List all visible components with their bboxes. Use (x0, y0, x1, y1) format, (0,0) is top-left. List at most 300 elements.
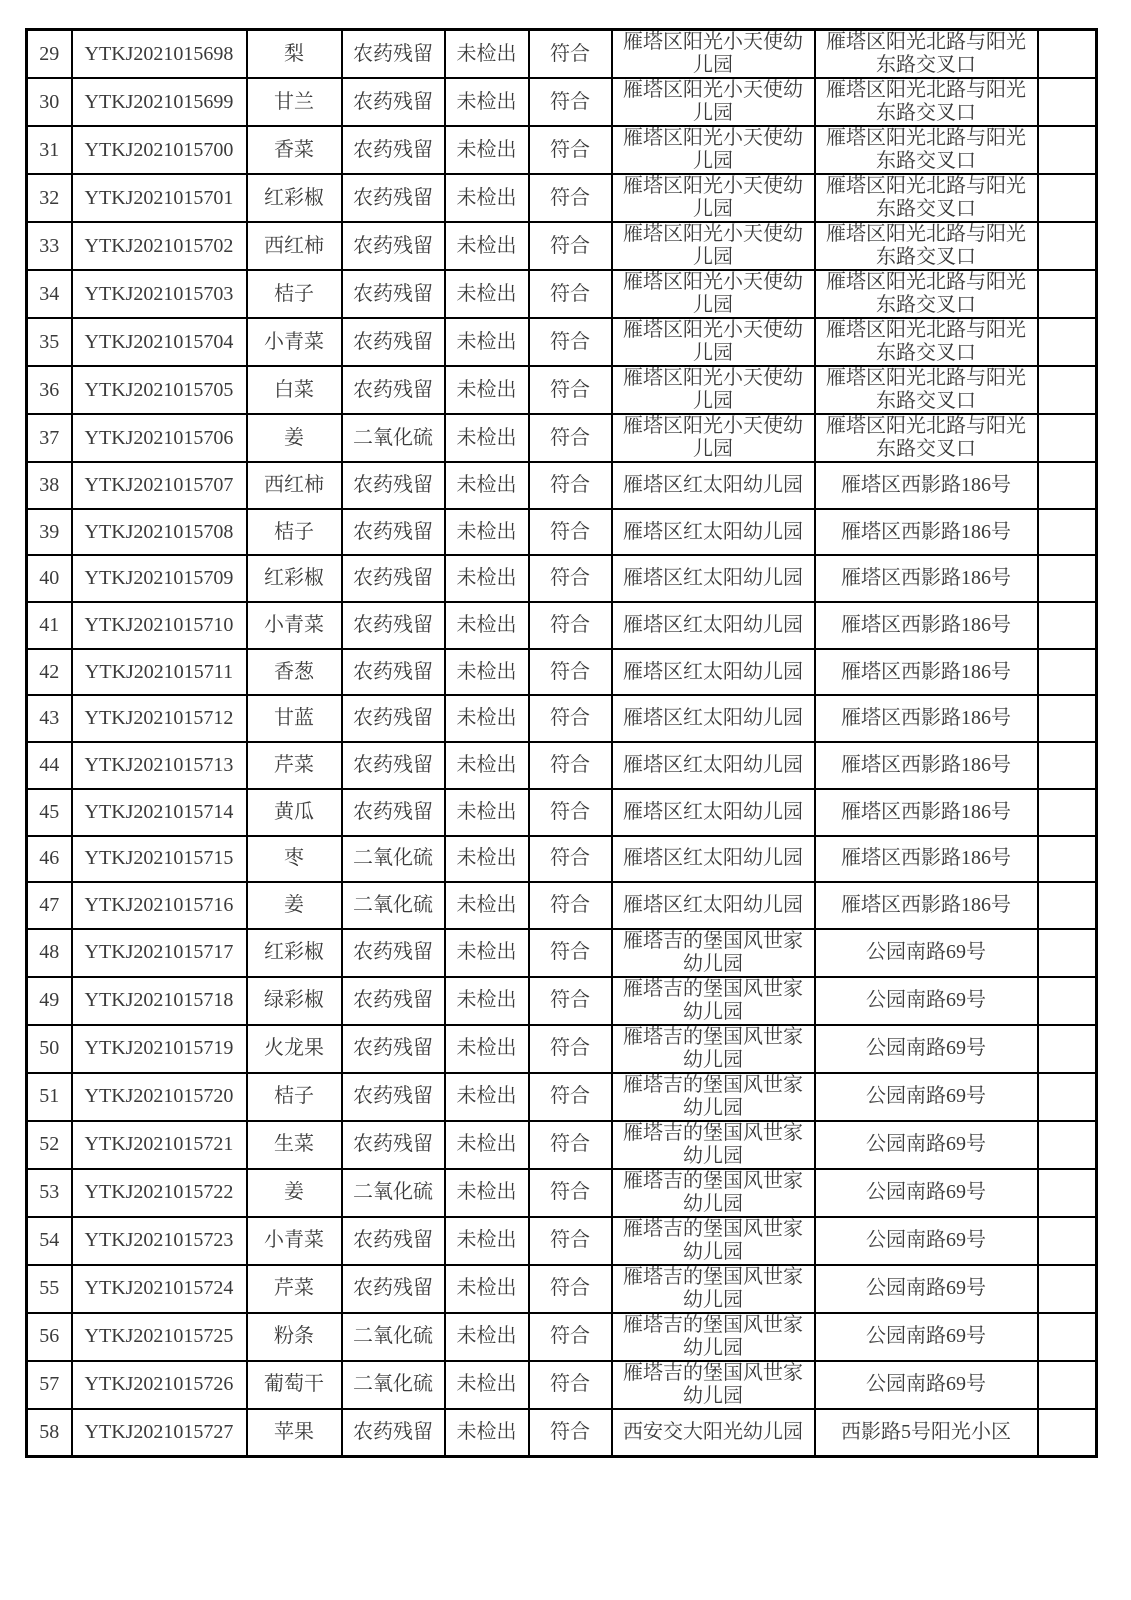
cell-test-result: 未检出 (445, 78, 529, 126)
table-row (27, 1361, 1097, 1409)
cell-conclusion: 符合 (529, 836, 612, 883)
cell-note (1038, 977, 1097, 1025)
cell-test-result: 未检出 (445, 318, 529, 366)
cell-sampling-site: 雁塔区红太阳幼儿园 (612, 789, 815, 836)
cell-sampling-site: 雁塔区红太阳幼儿园 (612, 462, 815, 509)
cell-note (1038, 1361, 1097, 1409)
cell-sample-name: 生菜 (247, 1121, 342, 1169)
table-row (27, 509, 1097, 556)
cell-sampling-site: 雁塔区阳光小天使幼儿园 (612, 318, 815, 366)
cell-sample-id: YTKJ2021015721 (72, 1121, 247, 1169)
cell-note (1038, 414, 1097, 462)
cell-sample-name: 姜 (247, 414, 342, 462)
cell-sampling-site: 雁塔吉的堡国风世家幼儿园 (612, 1265, 815, 1313)
cell-note (1038, 1025, 1097, 1073)
cell-test-result: 未检出 (445, 222, 529, 270)
cell-test-item: 二氧化硫 (342, 1169, 445, 1217)
table-row (27, 462, 1097, 509)
cell-sampling-site: 雁塔吉的堡国风世家幼儿园 (612, 977, 815, 1025)
table-row (27, 414, 1097, 462)
cell-sample-name: 桔子 (247, 270, 342, 318)
cell-test-result: 未检出 (445, 977, 529, 1025)
cell-site-address: 公园南路69号 (815, 1265, 1038, 1313)
cell-test-item: 农药残留 (342, 126, 445, 174)
cell-sample-name: 黄瓜 (247, 789, 342, 836)
cell-row-number: 46 (27, 836, 72, 883)
cell-conclusion: 符合 (529, 929, 612, 977)
cell-row-number: 43 (27, 695, 72, 742)
table-row (27, 366, 1097, 414)
cell-test-result: 未检出 (445, 836, 529, 883)
cell-site-address: 公园南路69号 (815, 929, 1038, 977)
cell-note (1038, 555, 1097, 602)
cell-conclusion: 符合 (529, 695, 612, 742)
cell-test-result: 未检出 (445, 1361, 529, 1409)
cell-test-result: 未检出 (445, 1265, 529, 1313)
table-row (27, 1265, 1097, 1313)
cell-test-item: 农药残留 (342, 977, 445, 1025)
cell-sample-name: 粉条 (247, 1313, 342, 1361)
table-row (27, 649, 1097, 696)
cell-test-result: 未检出 (445, 742, 529, 789)
cell-sample-name: 小青菜 (247, 1217, 342, 1265)
table-row (27, 126, 1097, 174)
cell-row-number: 44 (27, 742, 72, 789)
cell-conclusion: 符合 (529, 649, 612, 696)
cell-test-result: 未检出 (445, 174, 529, 222)
cell-sampling-site: 雁塔区阳光小天使幼儿园 (612, 414, 815, 462)
cell-test-result: 未检出 (445, 509, 529, 556)
cell-test-item: 农药残留 (342, 174, 445, 222)
table-row (27, 929, 1097, 977)
cell-conclusion: 符合 (529, 222, 612, 270)
cell-sampling-site: 雁塔区红太阳幼儿园 (612, 836, 815, 883)
table-row (27, 555, 1097, 602)
cell-conclusion: 符合 (529, 1073, 612, 1121)
cell-sample-id: YTKJ2021015720 (72, 1073, 247, 1121)
cell-test-item: 农药残留 (342, 695, 445, 742)
table-row (27, 1313, 1097, 1361)
cell-sampling-site: 西安交大阳光幼儿园 (612, 1409, 815, 1456)
table-row (27, 1217, 1097, 1265)
cell-sample-id: YTKJ2021015701 (72, 174, 247, 222)
cell-sampling-site: 雁塔区红太阳幼儿园 (612, 695, 815, 742)
cell-conclusion: 符合 (529, 1217, 612, 1265)
cell-row-number: 29 (27, 30, 72, 79)
cell-row-number: 49 (27, 977, 72, 1025)
cell-test-result: 未检出 (445, 1409, 529, 1456)
cell-sample-id: YTKJ2021015704 (72, 318, 247, 366)
cell-row-number: 57 (27, 1361, 72, 1409)
cell-note (1038, 789, 1097, 836)
cell-note (1038, 509, 1097, 556)
cell-row-number: 47 (27, 882, 72, 929)
cell-test-item: 农药残留 (342, 366, 445, 414)
cell-site-address: 雁塔区阳光北路与阳光东路交叉口 (815, 270, 1038, 318)
cell-sample-name: 枣 (247, 836, 342, 883)
cell-test-item: 农药残留 (342, 78, 445, 126)
cell-row-number: 33 (27, 222, 72, 270)
cell-conclusion: 符合 (529, 1409, 612, 1456)
cell-row-number: 35 (27, 318, 72, 366)
cell-test-result: 未检出 (445, 1121, 529, 1169)
cell-conclusion: 符合 (529, 742, 612, 789)
cell-site-address: 雁塔区阳光北路与阳光东路交叉口 (815, 222, 1038, 270)
cell-site-address: 西影路5号阳光小区 (815, 1409, 1038, 1456)
table-row (27, 78, 1097, 126)
cell-sample-id: YTKJ2021015708 (72, 509, 247, 556)
table-row (27, 977, 1097, 1025)
cell-site-address: 公园南路69号 (815, 1313, 1038, 1361)
cell-sampling-site: 雁塔区阳光小天使幼儿园 (612, 78, 815, 126)
cell-sample-name: 桔子 (247, 509, 342, 556)
cell-test-item: 农药残留 (342, 742, 445, 789)
cell-conclusion: 符合 (529, 462, 612, 509)
cell-sampling-site: 雁塔吉的堡国风世家幼儿园 (612, 1217, 815, 1265)
cell-sample-id: YTKJ2021015713 (72, 742, 247, 789)
cell-site-address: 雁塔区西影路186号 (815, 649, 1038, 696)
inspection-results-table (25, 28, 1098, 1458)
cell-site-address: 雁塔区阳光北路与阳光东路交叉口 (815, 30, 1038, 79)
cell-conclusion: 符合 (529, 414, 612, 462)
cell-row-number: 50 (27, 1025, 72, 1073)
cell-site-address: 雁塔区西影路186号 (815, 742, 1038, 789)
cell-site-address: 雁塔区阳光北路与阳光东路交叉口 (815, 414, 1038, 462)
cell-sample-id: YTKJ2021015711 (72, 649, 247, 696)
cell-sampling-site: 雁塔吉的堡国风世家幼儿园 (612, 1025, 815, 1073)
cell-sample-name: 西红柿 (247, 222, 342, 270)
cell-conclusion: 符合 (529, 318, 612, 366)
cell-sample-name: 红彩椒 (247, 929, 342, 977)
cell-sampling-site: 雁塔区红太阳幼儿园 (612, 509, 815, 556)
cell-sample-id: YTKJ2021015716 (72, 882, 247, 929)
cell-note (1038, 882, 1097, 929)
cell-test-item: 农药残留 (342, 30, 445, 79)
cell-sampling-site: 雁塔吉的堡国风世家幼儿园 (612, 1361, 815, 1409)
cell-sample-name: 芹菜 (247, 1265, 342, 1313)
cell-test-item: 农药残留 (342, 789, 445, 836)
table-row (27, 174, 1097, 222)
cell-test-result: 未检出 (445, 1073, 529, 1121)
cell-test-item: 农药残留 (342, 1409, 445, 1456)
cell-sample-name: 姜 (247, 1169, 342, 1217)
cell-test-item: 二氧化硫 (342, 882, 445, 929)
cell-site-address: 雁塔区阳光北路与阳光东路交叉口 (815, 318, 1038, 366)
cell-sample-id: YTKJ2021015710 (72, 602, 247, 649)
cell-row-number: 55 (27, 1265, 72, 1313)
cell-sample-name: 西红柿 (247, 462, 342, 509)
cell-conclusion: 符合 (529, 1361, 612, 1409)
cell-test-item: 农药残留 (342, 929, 445, 977)
cell-row-number: 41 (27, 602, 72, 649)
cell-test-result: 未检出 (445, 882, 529, 929)
cell-sampling-site: 雁塔区红太阳幼儿园 (612, 742, 815, 789)
cell-row-number: 32 (27, 174, 72, 222)
cell-sample-id: YTKJ2021015722 (72, 1169, 247, 1217)
cell-conclusion: 符合 (529, 977, 612, 1025)
cell-test-result: 未检出 (445, 602, 529, 649)
cell-site-address: 雁塔区阳光北路与阳光东路交叉口 (815, 78, 1038, 126)
cell-row-number: 39 (27, 509, 72, 556)
table-row (27, 742, 1097, 789)
cell-test-item: 农药残留 (342, 649, 445, 696)
cell-sample-id: YTKJ2021015707 (72, 462, 247, 509)
cell-row-number: 45 (27, 789, 72, 836)
cell-note (1038, 742, 1097, 789)
cell-conclusion: 符合 (529, 789, 612, 836)
cell-sample-id: YTKJ2021015709 (72, 555, 247, 602)
document-page (25, 28, 1098, 1458)
table-row (27, 1073, 1097, 1121)
cell-test-item: 农药残留 (342, 462, 445, 509)
cell-site-address: 公园南路69号 (815, 977, 1038, 1025)
cell-note (1038, 929, 1097, 977)
cell-row-number: 38 (27, 462, 72, 509)
cell-sampling-site: 雁塔区阳光小天使幼儿园 (612, 366, 815, 414)
cell-sample-name: 梨 (247, 30, 342, 79)
cell-site-address: 雁塔区西影路186号 (815, 836, 1038, 883)
cell-note (1038, 1217, 1097, 1265)
cell-row-number: 42 (27, 649, 72, 696)
cell-test-result: 未检出 (445, 366, 529, 414)
cell-note (1038, 1073, 1097, 1121)
cell-note (1038, 649, 1097, 696)
cell-sampling-site: 雁塔区红太阳幼儿园 (612, 602, 815, 649)
cell-sampling-site: 雁塔区红太阳幼儿园 (612, 555, 815, 602)
cell-conclusion: 符合 (529, 30, 612, 79)
cell-test-item: 农药残留 (342, 602, 445, 649)
cell-sampling-site: 雁塔区阳光小天使幼儿园 (612, 174, 815, 222)
cell-test-result: 未检出 (445, 270, 529, 318)
cell-row-number: 40 (27, 555, 72, 602)
cell-sample-id: YTKJ2021015702 (72, 222, 247, 270)
cell-conclusion: 符合 (529, 1313, 612, 1361)
cell-sample-id: YTKJ2021015703 (72, 270, 247, 318)
cell-site-address: 雁塔区西影路186号 (815, 882, 1038, 929)
cell-note (1038, 1265, 1097, 1313)
cell-site-address: 公园南路69号 (815, 1073, 1038, 1121)
cell-sampling-site: 雁塔区阳光小天使幼儿园 (612, 222, 815, 270)
cell-test-result: 未检出 (445, 649, 529, 696)
cell-sample-name: 甘蓝 (247, 695, 342, 742)
cell-row-number: 30 (27, 78, 72, 126)
cell-note (1038, 318, 1097, 366)
cell-conclusion: 符合 (529, 174, 612, 222)
cell-sample-id: YTKJ2021015723 (72, 1217, 247, 1265)
cell-test-item: 农药残留 (342, 1217, 445, 1265)
cell-sample-name: 红彩椒 (247, 174, 342, 222)
cell-row-number: 52 (27, 1121, 72, 1169)
cell-sample-id: YTKJ2021015718 (72, 977, 247, 1025)
cell-note (1038, 270, 1097, 318)
cell-conclusion: 符合 (529, 1169, 612, 1217)
cell-site-address: 雁塔区西影路186号 (815, 509, 1038, 556)
cell-sample-name: 姜 (247, 882, 342, 929)
cell-sample-name: 葡萄干 (247, 1361, 342, 1409)
cell-sample-id: YTKJ2021015725 (72, 1313, 247, 1361)
cell-sample-name: 红彩椒 (247, 555, 342, 602)
cell-sample-name: 香菜 (247, 126, 342, 174)
cell-sampling-site: 雁塔区阳光小天使幼儿园 (612, 270, 815, 318)
cell-note (1038, 78, 1097, 126)
table-row (27, 695, 1097, 742)
cell-sample-id: YTKJ2021015700 (72, 126, 247, 174)
cell-note (1038, 602, 1097, 649)
cell-note (1038, 1169, 1097, 1217)
cell-note (1038, 30, 1097, 79)
cell-note (1038, 1121, 1097, 1169)
cell-sample-name: 芹菜 (247, 742, 342, 789)
cell-site-address: 公园南路69号 (815, 1361, 1038, 1409)
table-row (27, 1121, 1097, 1169)
cell-test-result: 未检出 (445, 1025, 529, 1073)
cell-site-address: 公园南路69号 (815, 1217, 1038, 1265)
cell-note (1038, 366, 1097, 414)
cell-test-result: 未检出 (445, 30, 529, 79)
cell-sample-id: YTKJ2021015717 (72, 929, 247, 977)
cell-note (1038, 222, 1097, 270)
cell-site-address: 雁塔区西影路186号 (815, 555, 1038, 602)
cell-row-number: 37 (27, 414, 72, 462)
cell-test-item: 农药残留 (342, 1121, 445, 1169)
cell-test-result: 未检出 (445, 1313, 529, 1361)
cell-site-address: 雁塔区西影路186号 (815, 789, 1038, 836)
cell-site-address: 雁塔区阳光北路与阳光东路交叉口 (815, 174, 1038, 222)
cell-sample-id: YTKJ2021015726 (72, 1361, 247, 1409)
cell-conclusion: 符合 (529, 882, 612, 929)
cell-conclusion: 符合 (529, 602, 612, 649)
cell-sample-id: YTKJ2021015715 (72, 836, 247, 883)
cell-row-number: 36 (27, 366, 72, 414)
cell-note (1038, 174, 1097, 222)
cell-sample-id: YTKJ2021015712 (72, 695, 247, 742)
cell-sampling-site: 雁塔吉的堡国风世家幼儿园 (612, 1121, 815, 1169)
cell-site-address: 公园南路69号 (815, 1025, 1038, 1073)
table-row (27, 1169, 1097, 1217)
cell-test-item: 二氧化硫 (342, 414, 445, 462)
table-row (27, 222, 1097, 270)
cell-row-number: 31 (27, 126, 72, 174)
cell-sampling-site: 雁塔区红太阳幼儿园 (612, 882, 815, 929)
cell-conclusion: 符合 (529, 1025, 612, 1073)
table-row (27, 1025, 1097, 1073)
table-row (27, 1409, 1097, 1456)
cell-sampling-site: 雁塔吉的堡国风世家幼儿园 (612, 1313, 815, 1361)
cell-sample-name: 香葱 (247, 649, 342, 696)
cell-sample-id: YTKJ2021015724 (72, 1265, 247, 1313)
cell-sample-id: YTKJ2021015706 (72, 414, 247, 462)
cell-site-address: 公园南路69号 (815, 1169, 1038, 1217)
results-table-body (27, 30, 1097, 1457)
cell-conclusion: 符合 (529, 1265, 612, 1313)
cell-test-item: 二氧化硫 (342, 836, 445, 883)
cell-sample-name: 甘兰 (247, 78, 342, 126)
cell-test-result: 未检出 (445, 1217, 529, 1265)
cell-sample-id: YTKJ2021015699 (72, 78, 247, 126)
cell-test-result: 未检出 (445, 929, 529, 977)
cell-test-item: 农药残留 (342, 1025, 445, 1073)
cell-note (1038, 836, 1097, 883)
cell-sampling-site: 雁塔区阳光小天使幼儿园 (612, 30, 815, 79)
cell-sample-id: YTKJ2021015714 (72, 789, 247, 836)
cell-test-item: 二氧化硫 (342, 1313, 445, 1361)
cell-row-number: 53 (27, 1169, 72, 1217)
table-row (27, 836, 1097, 883)
cell-row-number: 48 (27, 929, 72, 977)
table-row (27, 882, 1097, 929)
cell-note (1038, 462, 1097, 509)
cell-sampling-site: 雁塔吉的堡国风世家幼儿园 (612, 1169, 815, 1217)
cell-sampling-site: 雁塔吉的堡国风世家幼儿园 (612, 929, 815, 977)
cell-sample-name: 火龙果 (247, 1025, 342, 1073)
cell-note (1038, 126, 1097, 174)
cell-sample-name: 绿彩椒 (247, 977, 342, 1025)
cell-note (1038, 695, 1097, 742)
cell-row-number: 58 (27, 1409, 72, 1456)
cell-test-item: 农药残留 (342, 1265, 445, 1313)
table-row (27, 30, 1097, 79)
cell-conclusion: 符合 (529, 1121, 612, 1169)
cell-conclusion: 符合 (529, 555, 612, 602)
cell-test-result: 未检出 (445, 555, 529, 602)
cell-sample-id: YTKJ2021015719 (72, 1025, 247, 1073)
cell-test-item: 农药残留 (342, 555, 445, 602)
cell-note (1038, 1409, 1097, 1456)
cell-test-item: 农药残留 (342, 222, 445, 270)
table-row (27, 789, 1097, 836)
cell-sampling-site: 雁塔区红太阳幼儿园 (612, 649, 815, 696)
cell-conclusion: 符合 (529, 270, 612, 318)
cell-site-address: 雁塔区西影路186号 (815, 695, 1038, 742)
cell-test-result: 未检出 (445, 1169, 529, 1217)
table-row (27, 602, 1097, 649)
cell-row-number: 54 (27, 1217, 72, 1265)
cell-row-number: 34 (27, 270, 72, 318)
cell-conclusion: 符合 (529, 126, 612, 174)
cell-conclusion: 符合 (529, 509, 612, 556)
cell-conclusion: 符合 (529, 78, 612, 126)
cell-note (1038, 1313, 1097, 1361)
cell-test-item: 农药残留 (342, 318, 445, 366)
cell-sample-name: 桔子 (247, 1073, 342, 1121)
cell-site-address: 雁塔区西影路186号 (815, 602, 1038, 649)
cell-test-item: 农药残留 (342, 270, 445, 318)
cell-sample-name: 小青菜 (247, 602, 342, 649)
cell-site-address: 雁塔区阳光北路与阳光东路交叉口 (815, 126, 1038, 174)
cell-row-number: 51 (27, 1073, 72, 1121)
cell-test-item: 农药残留 (342, 509, 445, 556)
cell-site-address: 公园南路69号 (815, 1121, 1038, 1169)
cell-test-result: 未检出 (445, 126, 529, 174)
cell-sampling-site: 雁塔区阳光小天使幼儿园 (612, 126, 815, 174)
cell-sample-id: YTKJ2021015727 (72, 1409, 247, 1456)
cell-test-result: 未检出 (445, 462, 529, 509)
cell-test-result: 未检出 (445, 789, 529, 836)
cell-test-item: 二氧化硫 (342, 1361, 445, 1409)
cell-sampling-site: 雁塔吉的堡国风世家幼儿园 (612, 1073, 815, 1121)
cell-sample-name: 白菜 (247, 366, 342, 414)
cell-sample-name: 小青菜 (247, 318, 342, 366)
cell-sample-name: 苹果 (247, 1409, 342, 1456)
cell-site-address: 雁塔区西影路186号 (815, 462, 1038, 509)
table-row (27, 270, 1097, 318)
cell-test-result: 未检出 (445, 414, 529, 462)
cell-sample-id: YTKJ2021015705 (72, 366, 247, 414)
table-row (27, 318, 1097, 366)
cell-site-address: 雁塔区阳光北路与阳光东路交叉口 (815, 366, 1038, 414)
cell-conclusion: 符合 (529, 366, 612, 414)
cell-test-result: 未检出 (445, 695, 529, 742)
